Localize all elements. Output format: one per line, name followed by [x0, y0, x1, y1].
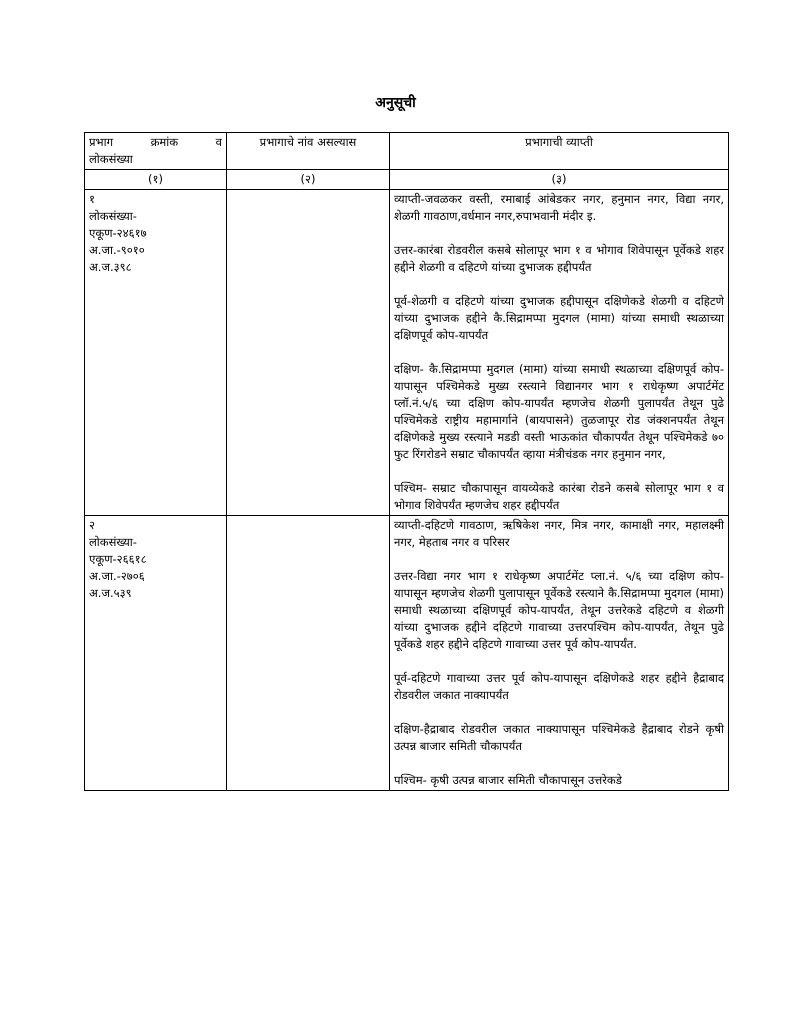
- col-number-3: (३): [390, 170, 729, 190]
- population-label: लोकसंख्या-: [89, 535, 137, 549]
- extent-south: दक्षिण-हैद्राबाद रोडवरील जकात नाक्यापासून पश्चिमेकडे हैद्राबाद रोडने कृषी उत्पन्न बाजार समिती चौकापर्यंत: [394, 722, 724, 753]
- ward-meta: [85, 190, 227, 516]
- population-total: एकूण-२६६१८: [89, 552, 147, 566]
- table-row: [85, 190, 729, 516]
- ward-name: [227, 516, 390, 791]
- col-number-2: (२): [227, 170, 390, 190]
- header-ward-number-population: [85, 133, 227, 170]
- extent-west: पश्चिम- कृषी उत्पन्न बाजार समिती चौकापासून उत्तरेकडे: [394, 773, 622, 787]
- table-numbering-row: [85, 170, 729, 190]
- population-total: एकूण-२४६१७: [89, 226, 147, 240]
- table-header-row: [85, 133, 729, 170]
- ward-extent: [390, 516, 729, 791]
- extent-area: व्याप्ती-दहिटणे गावठाण, ऋषिकेश नगर, मित्र नगर, कामाक्षी नगर, महालक्ष्मी नगर, मेहताब नगर व परिसर: [394, 518, 724, 549]
- population-st: अ.ज.३९८: [89, 260, 132, 274]
- population-sc: अ.जा.-२७०६: [89, 569, 145, 583]
- population-st: अ.ज.५३९: [89, 586, 132, 600]
- extent-east: पूर्व-दहिटणे गावाच्या उत्तर पूर्व कोप-यापासून दक्षिणेकडे शहर हद्दीने हैद्राबाद रोडवरील जकात नाक्यापर्यंत: [394, 671, 724, 702]
- extent-area: व्याप्ती-जवळकर वस्ती, रमाबाई आंबेडकर नगर, हनुमान नगर, विद्या नगर, शेळगी गावठाण,वर्धमान नगर,रुपाभवानी मंदीर इ.: [394, 192, 724, 223]
- population-label: लोकसंख्या-: [89, 209, 137, 223]
- population-sc: अ.जा.-९०१०: [89, 243, 145, 257]
- ward-number: १: [89, 192, 95, 206]
- extent-east: पूर्व-शेळगी व दहिटणे यांच्या दुभाजक हद्दीपासून दक्षिणेकडे शेळगी व दहिटणे यांच्या दुभाजक हद्दीने कै.सिद्रामप्पा मुदगल (मामा) यांच्या समाधी स्थळाच्या दक्षिणपूर्व कोप-यापर्यंत: [394, 294, 724, 342]
- header-ward-extent: प्रभागाची व्याप्ती: [390, 133, 729, 170]
- table-row: [85, 516, 729, 791]
- page-title: अनुसूची: [375, 95, 416, 111]
- header-ward-name: प्रभागाचे नांव असल्यास: [227, 133, 390, 170]
- ward-name: [227, 190, 390, 516]
- extent-north: उत्तर-कारंबा रोडवरील कसबे सोलापूर भाग १ व भोगाव शिवेपासून पूर्वेकडे शहर हद्दीने शेळगी व दहिटणे यांच्या दुभाजक हद्दीपर्यंत: [394, 243, 724, 274]
- schedule-table: [84, 132, 729, 791]
- header-population: लोकसंख्या: [89, 152, 133, 166]
- ward-number: २: [89, 518, 95, 532]
- ward-meta: [85, 516, 227, 791]
- header-ward-number: प्रभाग क्रमांक व: [89, 135, 222, 149]
- extent-west: पश्चिम- सम्राट चौकापासून वायव्येकडे कारंबा रोडने कसबे सोलापूर भाग १ व भोगाव शिवेपर्यंत म्हणजेच शहर हद्दीपर्यंत: [394, 481, 724, 512]
- col-number-1: (१): [85, 170, 227, 190]
- ward-extent: [390, 190, 729, 516]
- extent-south: दक्षिण- कै.सिद्रामप्पा मुदगल (मामा) यांच्या समाधी स्थळाच्या दक्षिणपूर्व कोप-यापासून पश्चिमेकडे मुख्य रस्त्याने विद्यानगर भाग १ राधेकृष्ण अपार्टमेंट प्लॉ.नं.५/६ च्या दक्षिण कोप-यापर्यंत म्हणजेच शेळगी पुलापर्यंत तेथून पुढे पश्चिमेकडे राष्ट्रीय महामार्गाने (बायपासने) तुळजापूर रोड जंक्शनपर्यंत तेथून दक्षिणेकडे मुख्य रस्त्याने मडडी वस्ती भाऊकांत चौकापर्यंत तेथून पश्चिमेकडे ७० फुट रिंगरोडने सम्राट चौकापर्यंत व्हाया मंत्रीचंडक नगर हनुमान नगर,: [394, 362, 724, 461]
- extent-north: उत्तर-विद्या नगर भाग १ राधेकृष्ण अपार्टमेंट प्ला.नं. ५/६ च्या दक्षिण कोप-यापासून म्हणजेच शेळगी पुलापासून पूर्वेकडे रस्त्याने कै.सिद्रामप्पा मुदगल (मामा) समाधी स्थळाच्या दक्षिणपूर्व कोप-यापर्यंत, तेथून उत्तरेकडे दहिटणे व शेळगी यांच्या दुभाजक हद्दीने दहिटणे गावाच्या उत्तरपश्चिम कोप-यापर्यंत, तेथून पुढे पूर्वेकडे शहर हद्दीने दहिटणे गावाच्या उत्तर पूर्व कोप-यापर्यंत.: [394, 569, 724, 651]
